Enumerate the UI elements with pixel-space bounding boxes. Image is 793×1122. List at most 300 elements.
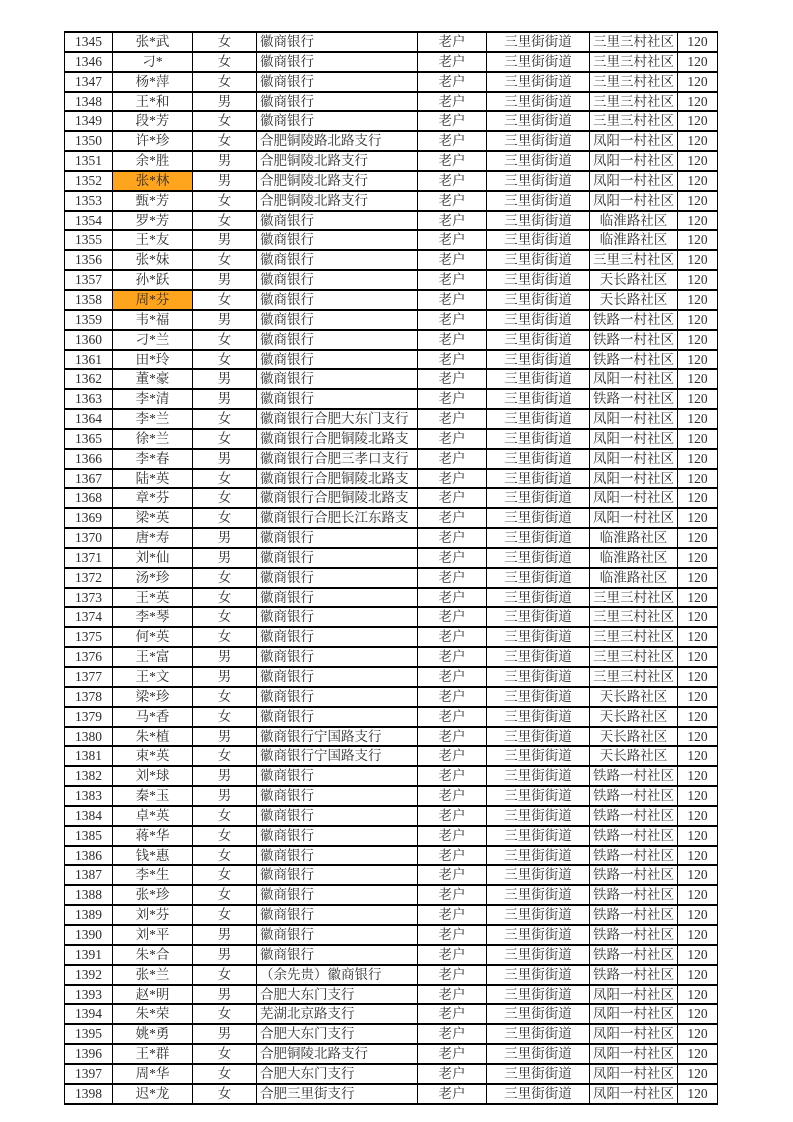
cell-amount: 120: [678, 508, 718, 528]
cell-street: 三里街街道: [487, 72, 590, 92]
cell-bank: 徽商银行: [257, 250, 418, 270]
cell-gender: 男: [193, 985, 257, 1005]
table-row: [65, 746, 718, 766]
cell-bank: 徽商银行: [257, 211, 418, 231]
cell-status: 老户: [418, 171, 487, 191]
cell-street: 三里街街道: [487, 806, 590, 826]
table-row: [65, 885, 718, 905]
cell-amount: 120: [678, 290, 718, 310]
cell-name: 刁*兰: [113, 330, 193, 350]
cell-bank: 徽商银行: [257, 32, 418, 52]
cell-status: 老户: [418, 707, 487, 727]
cell-name: 赵*明: [113, 985, 193, 1005]
cell-community: 临淮路社区: [590, 211, 678, 231]
cell-id: 1346: [65, 52, 113, 72]
cell-amount: 120: [678, 965, 718, 985]
cell-bank: 合肥铜陵北路支行: [257, 1044, 418, 1064]
cell-amount: 120: [678, 1064, 718, 1084]
cell-bank: 合肥铜陵路北路支行: [257, 131, 418, 151]
cell-id: 1351: [65, 151, 113, 171]
cell-community: 天长路社区: [590, 727, 678, 747]
cell-community: 铁路一村社区: [590, 786, 678, 806]
cell-id: 1397: [65, 1064, 113, 1084]
cell-amount: 120: [678, 72, 718, 92]
cell-gender: 女: [193, 885, 257, 905]
cell-id: 1381: [65, 746, 113, 766]
cell-name: 张*兰: [113, 965, 193, 985]
cell-status: 老户: [418, 429, 487, 449]
cell-street: 三里街街道: [487, 52, 590, 72]
cell-name: 唐*寿: [113, 528, 193, 548]
cell-street: 三里街街道: [487, 131, 590, 151]
cell-status: 老户: [418, 548, 487, 568]
cell-name: 韦*福: [113, 310, 193, 330]
cell-bank: 徽商银行: [257, 270, 418, 290]
cell-street: 三里街街道: [487, 508, 590, 528]
cell-status: 老户: [418, 568, 487, 588]
cell-bank: 徽商银行合肥铜陵北路支: [257, 429, 418, 449]
cell-name: 王*和: [113, 92, 193, 112]
cell-amount: 120: [678, 111, 718, 131]
cell-street: 三里街街道: [487, 1024, 590, 1044]
cell-id: 1389: [65, 905, 113, 925]
cell-gender: 男: [193, 449, 257, 469]
cell-bank: 徽商银行: [257, 945, 418, 965]
cell-amount: 120: [678, 151, 718, 171]
cell-bank: 徽商银行: [257, 588, 418, 608]
cell-amount: 120: [678, 1024, 718, 1044]
cell-bank: 徽商银行: [257, 607, 418, 627]
cell-gender: 女: [193, 865, 257, 885]
cell-bank: 徽商银行: [257, 369, 418, 389]
table-row: [65, 985, 718, 1005]
cell-name: 朱*合: [113, 945, 193, 965]
table-row: [65, 111, 718, 131]
cell-gender: 女: [193, 1004, 257, 1024]
cell-street: 三里街街道: [487, 469, 590, 489]
cell-bank: 徽商银行: [257, 52, 418, 72]
cell-street: 三里街街道: [487, 588, 590, 608]
cell-bank: 徽商银行: [257, 330, 418, 350]
cell-bank: 合肥铜陵北路支行: [257, 171, 418, 191]
cell-community: 三里三村社区: [590, 32, 678, 52]
cell-street: 三里街街道: [487, 727, 590, 747]
cell-id: 1366: [65, 449, 113, 469]
cell-community: 三里三村社区: [590, 72, 678, 92]
cell-street: 三里街街道: [487, 607, 590, 627]
cell-community: 铁路一村社区: [590, 846, 678, 866]
cell-amount: 120: [678, 211, 718, 231]
cell-community: 铁路一村社区: [590, 945, 678, 965]
cell-status: 老户: [418, 1084, 487, 1104]
cell-street: 三里街街道: [487, 905, 590, 925]
cell-community: 三里三村社区: [590, 627, 678, 647]
cell-gender: 男: [193, 766, 257, 786]
cell-street: 三里街街道: [487, 191, 590, 211]
cell-street: 三里街街道: [487, 1084, 590, 1104]
cell-gender: 女: [193, 350, 257, 370]
cell-id: 1361: [65, 350, 113, 370]
table-row: [65, 687, 718, 707]
table-row: [65, 389, 718, 409]
cell-gender: 女: [193, 32, 257, 52]
cell-name: 钱*惠: [113, 846, 193, 866]
cell-name: 秦*玉: [113, 786, 193, 806]
cell-gender: 女: [193, 72, 257, 92]
roster-body: [65, 32, 718, 1104]
cell-status: 老户: [418, 965, 487, 985]
cell-bank: 徽商银行合肥长江东路支: [257, 508, 418, 528]
cell-street: 三里街街道: [487, 151, 590, 171]
table-row: [65, 806, 718, 826]
cell-street: 三里街街道: [487, 826, 590, 846]
cell-street: 三里街街道: [487, 111, 590, 131]
cell-street: 三里街街道: [487, 230, 590, 250]
cell-name: 余*胜: [113, 151, 193, 171]
cell-gender: 男: [193, 230, 257, 250]
cell-amount: 120: [678, 905, 718, 925]
cell-status: 老户: [418, 211, 487, 231]
table-row: [65, 151, 718, 171]
cell-gender: 男: [193, 92, 257, 112]
cell-bank: 徽商银行: [257, 667, 418, 687]
cell-gender: 女: [193, 111, 257, 131]
cell-id: 1350: [65, 131, 113, 151]
cell-name: 李*清: [113, 389, 193, 409]
cell-community: 凤阳一村社区: [590, 131, 678, 151]
cell-gender: 女: [193, 211, 257, 231]
table-row: [65, 707, 718, 727]
cell-amount: 120: [678, 885, 718, 905]
cell-status: 老户: [418, 627, 487, 647]
table-row: [65, 92, 718, 112]
cell-id: 1349: [65, 111, 113, 131]
cell-id: 1345: [65, 32, 113, 52]
cell-amount: 120: [678, 409, 718, 429]
cell-bank: 徽商银行: [257, 925, 418, 945]
cell-name: 梁*英: [113, 508, 193, 528]
cell-gender: 男: [193, 667, 257, 687]
cell-gender: 女: [193, 250, 257, 270]
table-row: [65, 290, 718, 310]
cell-bank: 徽商银行: [257, 350, 418, 370]
cell-id: 1384: [65, 806, 113, 826]
cell-id: 1391: [65, 945, 113, 965]
cell-gender: 女: [193, 409, 257, 429]
cell-status: 老户: [418, 409, 487, 429]
cell-id: 1369: [65, 508, 113, 528]
cell-amount: 120: [678, 92, 718, 112]
cell-community: 凤阳一村社区: [590, 429, 678, 449]
cell-street: 三里街街道: [487, 389, 590, 409]
table-row: [65, 488, 718, 508]
cell-status: 老户: [418, 985, 487, 1005]
cell-status: 老户: [418, 389, 487, 409]
cell-amount: 120: [678, 449, 718, 469]
cell-amount: 120: [678, 925, 718, 945]
cell-status: 老户: [418, 350, 487, 370]
cell-name: 李*琴: [113, 607, 193, 627]
cell-community: 三里三村社区: [590, 111, 678, 131]
cell-community: 天长路社区: [590, 746, 678, 766]
cell-amount: 120: [678, 310, 718, 330]
cell-name: 刘*平: [113, 925, 193, 945]
cell-bank: 徽商银行: [257, 627, 418, 647]
cell-name: 张*珍: [113, 885, 193, 905]
cell-name: 王*文: [113, 667, 193, 687]
cell-status: 老户: [418, 290, 487, 310]
cell-street: 三里街街道: [487, 627, 590, 647]
cell-gender: 女: [193, 568, 257, 588]
table-row: [65, 945, 718, 965]
cell-bank: 徽商银行: [257, 568, 418, 588]
cell-name: 甄*芳: [113, 191, 193, 211]
table-row: [65, 1044, 718, 1064]
cell-id: 1348: [65, 92, 113, 112]
cell-street: 三里街街道: [487, 1044, 590, 1064]
cell-community: 铁路一村社区: [590, 350, 678, 370]
table-row: [65, 647, 718, 667]
cell-status: 老户: [418, 250, 487, 270]
cell-street: 三里街街道: [487, 449, 590, 469]
cell-amount: 120: [678, 131, 718, 151]
cell-gender: 男: [193, 548, 257, 568]
cell-amount: 120: [678, 528, 718, 548]
cell-gender: 男: [193, 925, 257, 945]
cell-amount: 120: [678, 826, 718, 846]
cell-community: 铁路一村社区: [590, 310, 678, 330]
table-row: [65, 72, 718, 92]
cell-amount: 120: [678, 568, 718, 588]
cell-bank: 徽商银行: [257, 230, 418, 250]
table-row: [65, 191, 718, 211]
cell-street: 三里街街道: [487, 528, 590, 548]
cell-status: 老户: [418, 52, 487, 72]
table-row: [65, 826, 718, 846]
cell-bank: 徽商银行: [257, 111, 418, 131]
cell-status: 老户: [418, 151, 487, 171]
cell-gender: 女: [193, 1044, 257, 1064]
cell-status: 老户: [418, 766, 487, 786]
cell-street: 三里街街道: [487, 350, 590, 370]
cell-id: 1357: [65, 270, 113, 290]
table-row: [65, 429, 718, 449]
cell-bank: 合肥大东门支行: [257, 1024, 418, 1044]
cell-amount: 120: [678, 230, 718, 250]
cell-community: 临淮路社区: [590, 528, 678, 548]
cell-gender: 女: [193, 52, 257, 72]
table-row: [65, 230, 718, 250]
cell-amount: 120: [678, 548, 718, 568]
cell-id: 1362: [65, 369, 113, 389]
cell-status: 老户: [418, 310, 487, 330]
cell-gender: 女: [193, 488, 257, 508]
cell-street: 三里街街道: [487, 548, 590, 568]
cell-gender: 女: [193, 191, 257, 211]
cell-id: 1355: [65, 230, 113, 250]
cell-name: 周*华: [113, 1064, 193, 1084]
cell-community: 凤阳一村社区: [590, 985, 678, 1005]
cell-bank: 徽商银行: [257, 826, 418, 846]
cell-name: 李*兰: [113, 409, 193, 429]
cell-status: 老户: [418, 846, 487, 866]
cell-bank: 徽商银行宁国路支行: [257, 746, 418, 766]
table-row: [65, 1024, 718, 1044]
cell-community: 铁路一村社区: [590, 806, 678, 826]
cell-amount: 120: [678, 429, 718, 449]
cell-name: 王*英: [113, 588, 193, 608]
cell-status: 老户: [418, 1004, 487, 1024]
table-row: [65, 52, 718, 72]
cell-id: 1354: [65, 211, 113, 231]
cell-gender: 男: [193, 647, 257, 667]
cell-id: 1374: [65, 607, 113, 627]
cell-name: 朱*植: [113, 727, 193, 747]
cell-name: 蒋*华: [113, 826, 193, 846]
cell-gender: 女: [193, 846, 257, 866]
cell-gender: 女: [193, 290, 257, 310]
cell-id: 1378: [65, 687, 113, 707]
cell-status: 老户: [418, 687, 487, 707]
cell-status: 老户: [418, 885, 487, 905]
cell-gender: 男: [193, 151, 257, 171]
cell-id: 1347: [65, 72, 113, 92]
cell-name: 王*友: [113, 230, 193, 250]
table-row: [65, 171, 718, 191]
cell-gender: 女: [193, 429, 257, 449]
table-row: [65, 548, 718, 568]
cell-id: 1367: [65, 469, 113, 489]
cell-amount: 120: [678, 707, 718, 727]
cell-name: 刘*仙: [113, 548, 193, 568]
cell-status: 老户: [418, 72, 487, 92]
roster-table: [64, 31, 718, 1105]
cell-id: 1396: [65, 1044, 113, 1064]
cell-status: 老户: [418, 727, 487, 747]
cell-name: 刁*: [113, 52, 193, 72]
cell-bank: 合肥三里街支行: [257, 1084, 418, 1104]
cell-name: 章*芬: [113, 488, 193, 508]
cell-street: 三里街街道: [487, 369, 590, 389]
cell-status: 老户: [418, 469, 487, 489]
cell-status: 老户: [418, 826, 487, 846]
cell-gender: 男: [193, 945, 257, 965]
cell-gender: 女: [193, 131, 257, 151]
table-row: [65, 905, 718, 925]
cell-community: 铁路一村社区: [590, 925, 678, 945]
table-row: [65, 528, 718, 548]
cell-id: 1385: [65, 826, 113, 846]
cell-gender: 女: [193, 905, 257, 925]
cell-street: 三里街街道: [487, 171, 590, 191]
cell-amount: 120: [678, 766, 718, 786]
table-row: [65, 310, 718, 330]
cell-status: 老户: [418, 230, 487, 250]
cell-bank: 徽商银行: [257, 290, 418, 310]
table-row: [65, 32, 718, 52]
cell-amount: 120: [678, 846, 718, 866]
cell-bank: 徽商银行合肥三孝口支行: [257, 449, 418, 469]
cell-name: 陆*英: [113, 469, 193, 489]
cell-amount: 120: [678, 32, 718, 52]
cell-bank: 徽商银行: [257, 885, 418, 905]
cell-community: 铁路一村社区: [590, 885, 678, 905]
cell-status: 老户: [418, 191, 487, 211]
cell-gender: 男: [193, 369, 257, 389]
cell-name: 段*芳: [113, 111, 193, 131]
cell-id: 1392: [65, 965, 113, 985]
cell-bank: 徽商银行合肥大东门支行: [257, 409, 418, 429]
cell-bank: 徽商银行: [257, 687, 418, 707]
cell-street: 三里街街道: [487, 945, 590, 965]
cell-gender: 男: [193, 786, 257, 806]
cell-amount: 120: [678, 1084, 718, 1104]
cell-status: 老户: [418, 270, 487, 290]
cell-gender: 女: [193, 607, 257, 627]
cell-id: 1360: [65, 330, 113, 350]
cell-name: 朱*荣: [113, 1004, 193, 1024]
cell-community: 凤阳一村社区: [590, 488, 678, 508]
cell-bank: 芜湖北京路支行: [257, 1004, 418, 1024]
cell-street: 三里街街道: [487, 250, 590, 270]
cell-bank: 徽商银行: [257, 766, 418, 786]
cell-name: 李*春: [113, 449, 193, 469]
table-row: [65, 409, 718, 429]
cell-amount: 120: [678, 746, 718, 766]
cell-bank: 徽商银行: [257, 389, 418, 409]
cell-id: 1380: [65, 727, 113, 747]
cell-bank: 徽商银行: [257, 905, 418, 925]
cell-street: 三里街街道: [487, 429, 590, 449]
table-row: [65, 627, 718, 647]
cell-id: 1377: [65, 667, 113, 687]
cell-amount: 120: [678, 985, 718, 1005]
table-row: [65, 1084, 718, 1104]
cell-street: 三里街街道: [487, 32, 590, 52]
cell-street: 三里街街道: [487, 1064, 590, 1084]
cell-community: 三里三村社区: [590, 607, 678, 627]
cell-amount: 120: [678, 330, 718, 350]
cell-status: 老户: [418, 925, 487, 945]
cell-gender: 女: [193, 687, 257, 707]
cell-status: 老户: [418, 1064, 487, 1084]
cell-street: 三里街街道: [487, 985, 590, 1005]
cell-status: 老户: [418, 905, 487, 925]
cell-id: 1398: [65, 1084, 113, 1104]
cell-status: 老户: [418, 865, 487, 885]
cell-bank: 合肥铜陵北路支行: [257, 151, 418, 171]
table-row: [65, 469, 718, 489]
cell-amount: 120: [678, 350, 718, 370]
table-row: [65, 588, 718, 608]
cell-id: 1376: [65, 647, 113, 667]
cell-bank: 合肥大东门支行: [257, 985, 418, 1005]
cell-id: 1365: [65, 429, 113, 449]
cell-amount: 120: [678, 607, 718, 627]
cell-name: 姚*勇: [113, 1024, 193, 1044]
cell-name: 束*英: [113, 746, 193, 766]
cell-street: 三里街街道: [487, 846, 590, 866]
cell-street: 三里街街道: [487, 488, 590, 508]
cell-status: 老户: [418, 92, 487, 112]
cell-bank: 徽商银行: [257, 528, 418, 548]
cell-community: 凤阳一村社区: [590, 449, 678, 469]
table-row: [65, 1064, 718, 1084]
cell-bank: 徽商银行: [257, 548, 418, 568]
cell-bank: 合肥铜陵北路支行: [257, 191, 418, 211]
cell-bank: 徽商银行: [257, 92, 418, 112]
cell-community: 凤阳一村社区: [590, 171, 678, 191]
